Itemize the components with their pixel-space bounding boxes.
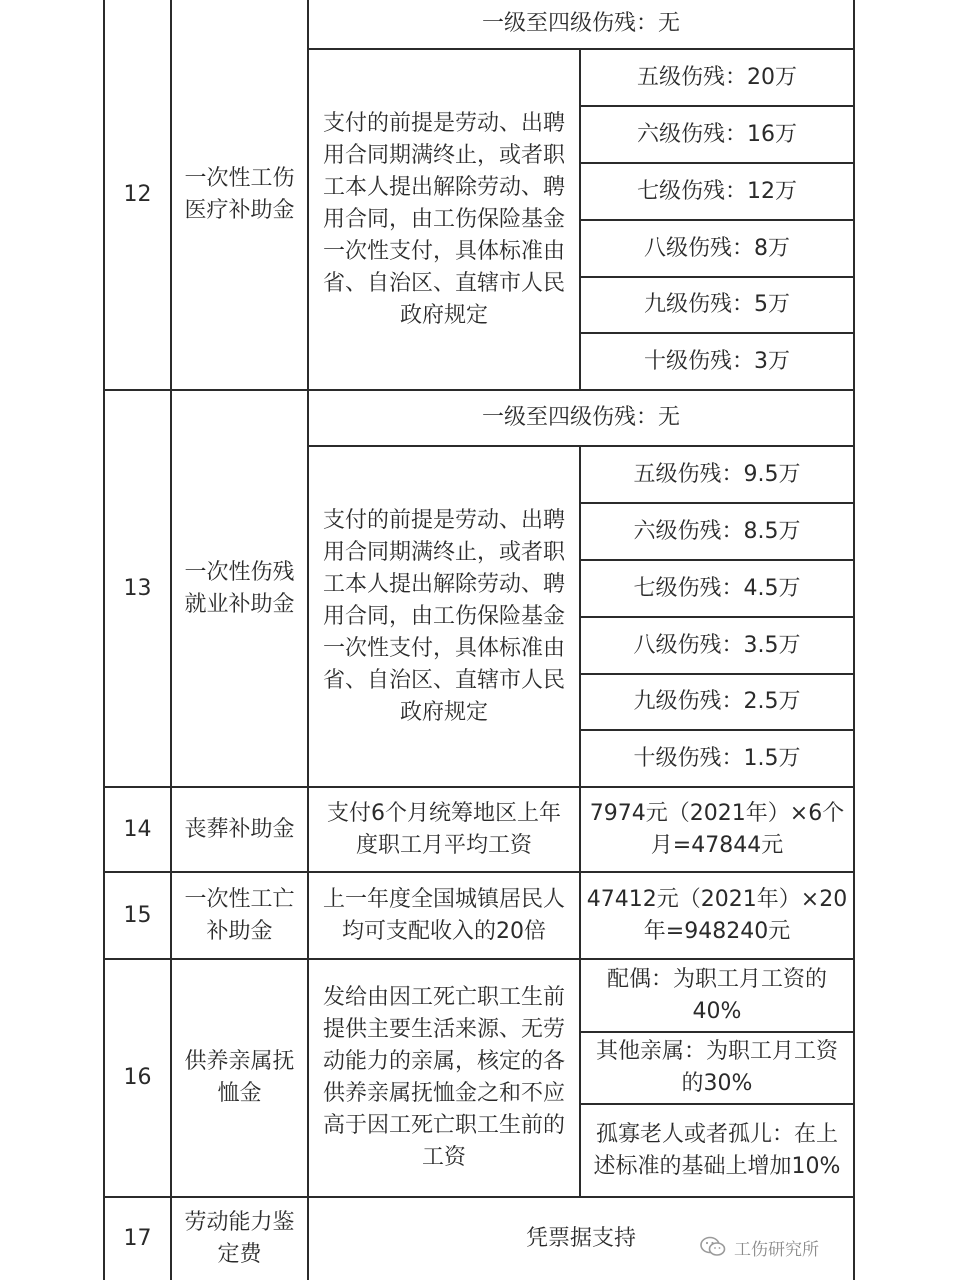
wechat-icon	[700, 1236, 726, 1258]
benefit-name: 一次性工伤 医疗补助金	[184, 165, 295, 223]
watermark	[700, 1232, 860, 1262]
benefit-name: 劳动能力鉴 定费	[184, 1210, 295, 1267]
benefit-amount: 47412元（2021年）×20 年=948240元	[586, 886, 848, 944]
disability-level-amount: 十级伤残：3万	[644, 348, 790, 374]
row-number: 14	[123, 816, 152, 842]
payment-description: 发给由因工死亡职工生前 提供主要生活来源、无劳 动能力的亲属，核定的各 供养亲属抚恤金之和不应 高于因工死亡职工生前的 工资	[322, 985, 565, 1170]
disability-level-amount: 十级伤残：1.5万	[633, 745, 801, 771]
payment-description: 上一年度全国城镇居民人 均可支配收入的20倍	[322, 886, 565, 944]
disability-level-amount: 六级伤残：16万	[637, 121, 797, 147]
benefit-amount: 7974元（2021年）×6个 月=47844元	[589, 800, 845, 858]
disability-level-amount: 五级伤残：9.5万	[633, 461, 801, 487]
relative-pension-rate: 其他亲属：为职工月工资 的30%	[595, 1039, 838, 1096]
row-number: 16	[123, 1065, 152, 1090]
receipt-support-note: 凭票据支持	[525, 1226, 636, 1251]
no-benefit-note: 一级至四级伤残：无	[481, 405, 680, 430]
benefit-name: 丧葬补助金	[184, 816, 295, 842]
benefit-name: 一次性伤残 就业补助金	[184, 559, 295, 617]
watermark-text: 工伤研究所	[734, 1239, 819, 1260]
row-number: 15	[123, 902, 152, 928]
benefit-name: 供养亲属抚 恤金	[184, 1049, 295, 1106]
disability-level-amount: 七级伤残：12万	[637, 178, 797, 204]
disability-level-amount: 九级伤残：5万	[644, 292, 790, 317]
disability-level-amount: 八级伤残：8万	[644, 235, 790, 261]
row-number: 13	[123, 575, 152, 601]
no-benefit-note: 一级至四级伤残：无	[481, 11, 680, 36]
row-number: 12	[123, 181, 152, 207]
row-number: 17	[123, 1226, 152, 1251]
disability-level-amount: 九级伤残：2.5万	[633, 689, 801, 714]
disability-level-amount: 六级伤残：8.5万	[633, 518, 801, 544]
relative-pension-rate: 孤寡老人或者孤儿：在上 述标准的基础上增加10%	[593, 1121, 841, 1179]
disability-level-amount: 八级伤残：3.5万	[633, 632, 801, 658]
payment-description: 支付的前提是劳动、出聘 用合同期满终止，或者职 工本人提出解除劳动、聘 用合同，由工伤保险基金 一次性支付，具体标准由 省、自治区、直辖市人民 政府规定	[322, 507, 565, 725]
relative-pension-rate: 配偶：为职工月工资的 40%	[606, 966, 827, 1024]
payment-description: 支付6个月统筹地区上年 度职工月平均工资	[327, 800, 561, 858]
disability-level-amount: 七级伤残：4.5万	[633, 575, 801, 601]
benefit-name: 一次性工亡 补助金	[184, 886, 295, 944]
disability-level-amount: 五级伤残：20万	[637, 64, 797, 90]
payment-description: 支付的前提是劳动、出聘 用合同期满终止，或者职 工本人提出解除劳动、聘 用合同，由工伤保险基金 一次性支付，具体标准由 省、自治区、直辖市人民 政府规定	[322, 110, 565, 328]
